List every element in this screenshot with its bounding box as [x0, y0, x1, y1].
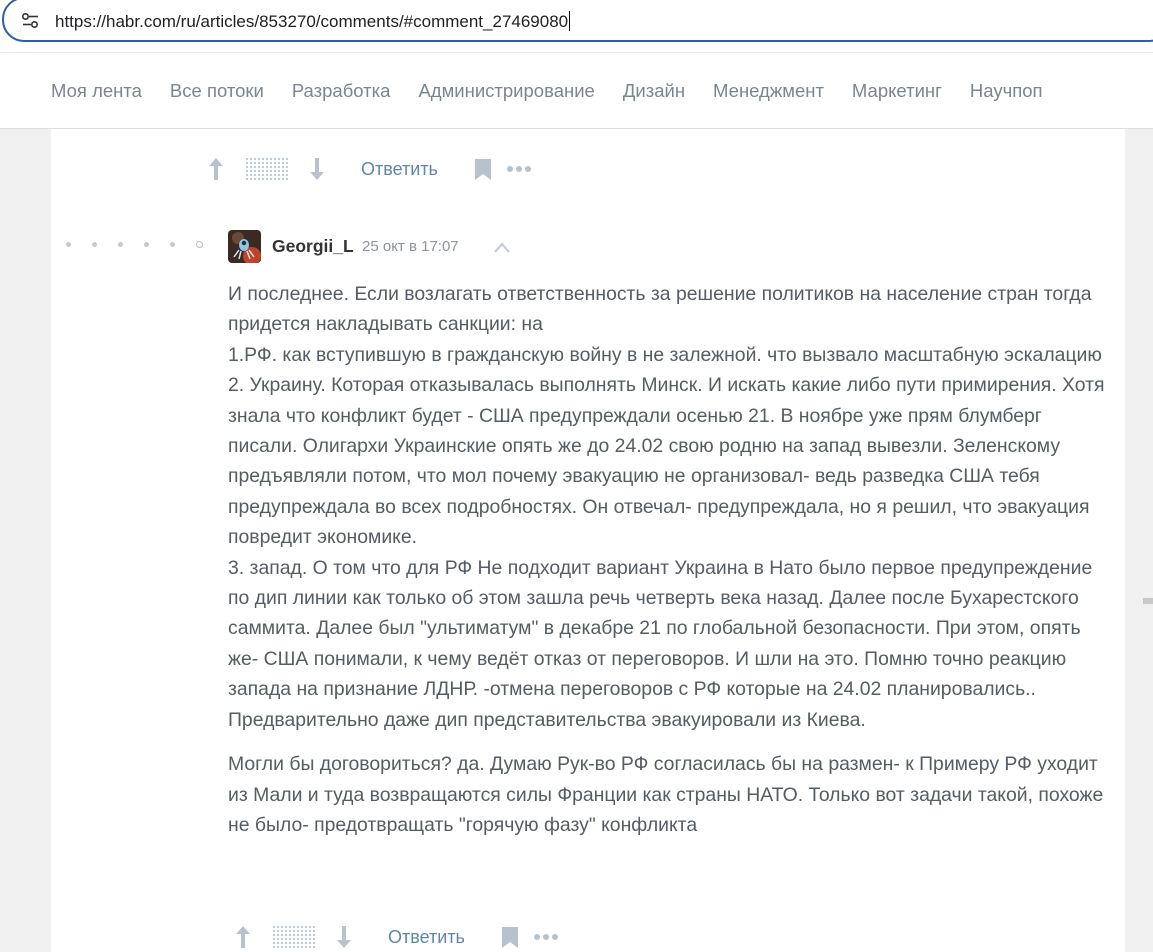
nav-items [51, 80, 1071, 102]
nav-item-management[interactable]: Менеджмент [713, 80, 824, 101]
text-caret [569, 11, 570, 31]
thread-dot [118, 242, 123, 247]
downvote-icon[interactable] [332, 925, 356, 949]
nav-item-development[interactable]: Разработка [291, 80, 391, 101]
comment-author[interactable]: Georgii_L [272, 236, 354, 256]
url-input[interactable] [2, 0, 1153, 42]
bookmark-icon[interactable] [474, 158, 492, 181]
comment-body [228, 279, 1108, 840]
thread-dot [92, 242, 97, 247]
url-text[interactable]: https://habr.com/ru/articles/853270/comments/#comment_27469080 [55, 12, 569, 31]
thread-dot [170, 242, 175, 247]
site-settings-icon[interactable] [21, 12, 40, 34]
nav-item-my-feed[interactable]: Моя лента [51, 80, 142, 101]
comment-paragraph: Предварительно даже дип представительства эвакуировали из Киева. [228, 708, 866, 731]
thread-current-dot [196, 241, 203, 248]
rating-hidden [272, 925, 316, 949]
reply-button[interactable]: Ответить [388, 926, 465, 947]
avatar[interactable] [228, 230, 261, 263]
comment-actions [231, 925, 559, 949]
thread-depth-indicator [66, 241, 203, 248]
comment-paragraph: 1.РФ. как вступившую в гражданскую войну в не залежной. что вызвало масштабную эскалацию [228, 343, 1102, 366]
more-options-icon[interactable] [506, 165, 532, 173]
more-options-icon[interactable] [533, 933, 559, 941]
thread-dot [66, 242, 71, 247]
browser-address-bar [0, 0, 1153, 52]
nav-item-marketing[interactable]: Маркетинг [851, 80, 942, 101]
nav-item-administration[interactable]: Администрирование [418, 80, 595, 101]
comment-date[interactable]: 25 окт в 17:07 [362, 238, 459, 255]
upvote-icon[interactable] [204, 157, 228, 181]
reply-button[interactable]: Ответить [361, 158, 438, 179]
scrollbar-thumb[interactable] [1143, 598, 1153, 604]
comment-paragraph: И последнее. Если возлагать ответственность за решение политиков на население стран тогда придется накладывать санкции: на [228, 283, 1092, 336]
hubs-navigation [0, 52, 1153, 129]
rating-hidden [245, 157, 289, 181]
comment-paragraph: 2. Украину. Которая отказывалась выполнять Минск. И искать какие либо пути примирения. Хотя знала что конфликт будет - США предупреждали осенью 21. В ноябре уже прям блумберг писали. Олигархи Украинские опять же до 24.02 свою родню на запад вывезли. Зеленскому предъявляли потом, что мол почему эвакуацию не организовал- ведь разведка США тебя предупреждала во всех подробностях. Он отвечал- предупреждала, но я решил, что эвакуация повредит экономике. [228, 374, 1105, 549]
thread-dot [144, 242, 149, 247]
chevron-up-icon[interactable] [494, 240, 510, 258]
upvote-icon[interactable] [231, 925, 255, 949]
nav-item-all-streams[interactable]: Все потоки [169, 80, 264, 101]
comment-paragraph: 3. запад. О том что для РФ Не подходит вариант Украина в Нато было первое предупреждение по дип линии как только об этом зашла речь четверть века назад. Далее после Бухарестского саммита. Далее был "ультиматум" в декабре 21 по глобальной безопасности. При этом, опять же- США понимали, к чему ведёт отказ от переговоров. И шли на это. Помню точно реакцию запада на признание ЛДНР. -отмена переговоров с РФ которые на 24.02 планировались.. [228, 556, 1093, 701]
prev-comment-actions [204, 157, 532, 181]
downvote-icon[interactable] [305, 157, 329, 181]
nav-item-design[interactable]: Дизайн [622, 80, 686, 101]
comment-paragraph: Могли бы договориться? да. Думаю Рук-во РФ согласилась бы на размен- к Примеру РФ уходит из Мали и туда возвращаются силы Франции как страны НАТО. Только вот задачи такой, похоже не было- предотвращать "горячую фазу" конфликта [228, 753, 1104, 836]
bookmark-icon[interactable] [501, 926, 519, 949]
nav-item-popsci[interactable]: Научпоп [969, 80, 1043, 101]
